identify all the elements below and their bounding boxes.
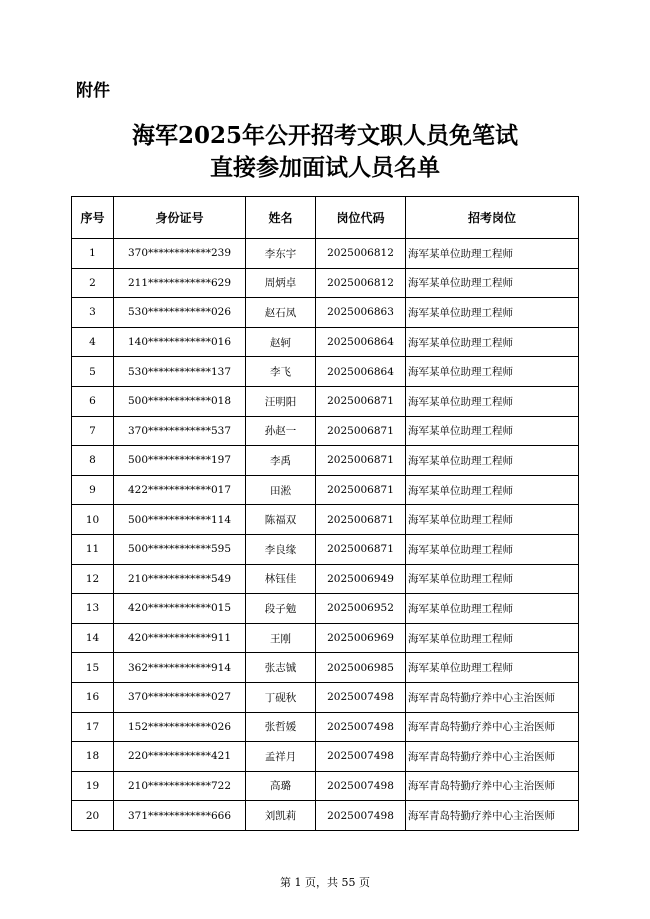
document-title-line2: 直接参加面试人员名单: [210, 154, 440, 181]
table-row: [72, 268, 579, 298]
cell-serial: 17: [72, 712, 114, 742]
table-row: [72, 801, 579, 831]
table-row: [72, 712, 579, 742]
cell-serial: 15: [72, 653, 114, 683]
cell-serial: 3: [72, 298, 114, 328]
cell-post-code: 2025006871: [316, 475, 406, 505]
attachment-label: 附件: [76, 81, 110, 101]
cell-post: 海军某单位助理工程师: [406, 239, 579, 269]
cell-name: 陈福双: [246, 505, 316, 535]
column-header-id-number: 身份证号: [114, 197, 246, 239]
cell-name: 段子勉: [246, 594, 316, 624]
cell-post-code: 2025006871: [316, 534, 406, 564]
cell-name: 李良缘: [246, 534, 316, 564]
cell-id-number: 220************421: [114, 742, 246, 772]
cell-name: 汪明阳: [246, 386, 316, 416]
cell-post-code: 2025007498: [316, 742, 406, 772]
cell-post-code: 2025006969: [316, 623, 406, 653]
cell-serial: 2: [72, 268, 114, 298]
cell-serial: 7: [72, 416, 114, 446]
cell-serial: 10: [72, 505, 114, 535]
table-row: [72, 386, 579, 416]
cell-serial: 6: [72, 386, 114, 416]
table-row: [72, 623, 579, 653]
cell-post: 海军某单位助理工程师: [406, 416, 579, 446]
cell-post: 海军青岛特勤疗养中心主治医师: [406, 712, 579, 742]
cell-serial: 18: [72, 742, 114, 772]
cell-name: 李禹: [246, 446, 316, 476]
page-footer: 第 1 页，共 55 页: [280, 876, 370, 889]
table-row: [72, 239, 579, 269]
cell-serial: 4: [72, 327, 114, 357]
cell-serial: 13: [72, 594, 114, 624]
cell-id-number: 500************197: [114, 446, 246, 476]
cell-post: 海军某单位助理工程师: [406, 505, 579, 535]
cell-serial: 14: [72, 623, 114, 653]
column-header-serial: 序号: [72, 197, 114, 239]
candidate-table: [71, 196, 579, 831]
table-row: [72, 327, 579, 357]
cell-name: 张志铖: [246, 653, 316, 683]
cell-name: 周炳卓: [246, 268, 316, 298]
cell-name: 丁砚秋: [246, 682, 316, 712]
cell-post-code: 2025006863: [316, 298, 406, 328]
cell-id-number: 152************026: [114, 712, 246, 742]
cell-name: 张哲媛: [246, 712, 316, 742]
cell-id-number: 140************016: [114, 327, 246, 357]
cell-name: 赵轲: [246, 327, 316, 357]
cell-post: 海军某单位助理工程师: [406, 623, 579, 653]
cell-serial: 5: [72, 357, 114, 387]
table-row: [72, 446, 579, 476]
cell-id-number: 210************722: [114, 771, 246, 801]
table-row: [72, 653, 579, 683]
table-row: [72, 416, 579, 446]
cell-id-number: 211************629: [114, 268, 246, 298]
column-header-post-code: 岗位代码: [316, 197, 406, 239]
column-header-name: 姓名: [246, 197, 316, 239]
cell-post: 海军青岛特勤疗养中心主治医师: [406, 742, 579, 772]
table-row: [72, 682, 579, 712]
cell-post: 海军某单位助理工程师: [406, 475, 579, 505]
cell-id-number: 371************666: [114, 801, 246, 831]
cell-id-number: 422************017: [114, 475, 246, 505]
cell-post: 海军青岛特勤疗养中心主治医师: [406, 771, 579, 801]
cell-post: 海军某单位助理工程师: [406, 534, 579, 564]
cell-post: 海军某单位助理工程师: [406, 653, 579, 683]
cell-name: 刘凯莉: [246, 801, 316, 831]
cell-id-number: 530************026: [114, 298, 246, 328]
table-row: [72, 505, 579, 535]
cell-post-code: 2025006864: [316, 357, 406, 387]
cell-id-number: 370************239: [114, 239, 246, 269]
cell-serial: 1: [72, 239, 114, 269]
cell-post-code: 2025006871: [316, 386, 406, 416]
cell-post: 海军某单位助理工程师: [406, 268, 579, 298]
table-body: [72, 239, 579, 831]
cell-id-number: 500************114: [114, 505, 246, 535]
cell-post-code: 2025006864: [316, 327, 406, 357]
cell-name: 李东宇: [246, 239, 316, 269]
cell-post-code: 2025006949: [316, 564, 406, 594]
cell-id-number: 362************914: [114, 653, 246, 683]
table-row: [72, 564, 579, 594]
cell-id-number: 530************137: [114, 357, 246, 387]
table-header-row: [72, 197, 579, 239]
cell-id-number: 500************595: [114, 534, 246, 564]
cell-post-code: 2025006871: [316, 505, 406, 535]
cell-serial: 12: [72, 564, 114, 594]
cell-post: 海军青岛特勤疗养中心主治医师: [406, 801, 579, 831]
cell-post-code: 2025006812: [316, 239, 406, 269]
column-header-post: 招考岗位: [406, 197, 579, 239]
table-row: [72, 357, 579, 387]
cell-post: 海军某单位助理工程师: [406, 446, 579, 476]
cell-serial: 19: [72, 771, 114, 801]
cell-post-code: 2025007498: [316, 682, 406, 712]
cell-post-code: 2025006871: [316, 416, 406, 446]
cell-name: 孟祥月: [246, 742, 316, 772]
cell-post: 海军某单位助理工程师: [406, 594, 579, 624]
cell-post: 海军某单位助理工程师: [406, 386, 579, 416]
cell-post-code: 2025006952: [316, 594, 406, 624]
cell-post-code: 2025007498: [316, 801, 406, 831]
table-row: [72, 534, 579, 564]
cell-post: 海军某单位助理工程师: [406, 327, 579, 357]
cell-id-number: 420************015: [114, 594, 246, 624]
cell-serial: 8: [72, 446, 114, 476]
table-row: [72, 742, 579, 772]
table-row: [72, 771, 579, 801]
cell-post: 海军青岛特勤疗养中心主治医师: [406, 682, 579, 712]
cell-serial: 20: [72, 801, 114, 831]
cell-post-code: 2025006871: [316, 446, 406, 476]
cell-post: 海军某单位助理工程师: [406, 564, 579, 594]
table-row: [72, 475, 579, 505]
cell-post-code: 2025007498: [316, 712, 406, 742]
document-title-line1: 海军2025年公开招考文职人员免笔试: [131, 122, 518, 149]
cell-id-number: 210************549: [114, 564, 246, 594]
cell-post-code: 2025007498: [316, 771, 406, 801]
cell-serial: 16: [72, 682, 114, 712]
cell-id-number: 370************537: [114, 416, 246, 446]
cell-name: 赵石凤: [246, 298, 316, 328]
cell-id-number: 370************027: [114, 682, 246, 712]
cell-name: 田淞: [246, 475, 316, 505]
cell-serial: 9: [72, 475, 114, 505]
cell-post: 海军某单位助理工程师: [406, 298, 579, 328]
cell-name: 李飞: [246, 357, 316, 387]
cell-name: 林钰佳: [246, 564, 316, 594]
table-row: [72, 594, 579, 624]
cell-post-code: 2025006985: [316, 653, 406, 683]
cell-serial: 11: [72, 534, 114, 564]
cell-id-number: 420************911: [114, 623, 246, 653]
table-row: [72, 298, 579, 328]
cell-id-number: 500************018: [114, 386, 246, 416]
cell-post: 海军某单位助理工程师: [406, 357, 579, 387]
cell-name: 孙赵一: [246, 416, 316, 446]
cell-post-code: 2025006812: [316, 268, 406, 298]
cell-name: 王刚: [246, 623, 316, 653]
cell-name: 高璐: [246, 771, 316, 801]
